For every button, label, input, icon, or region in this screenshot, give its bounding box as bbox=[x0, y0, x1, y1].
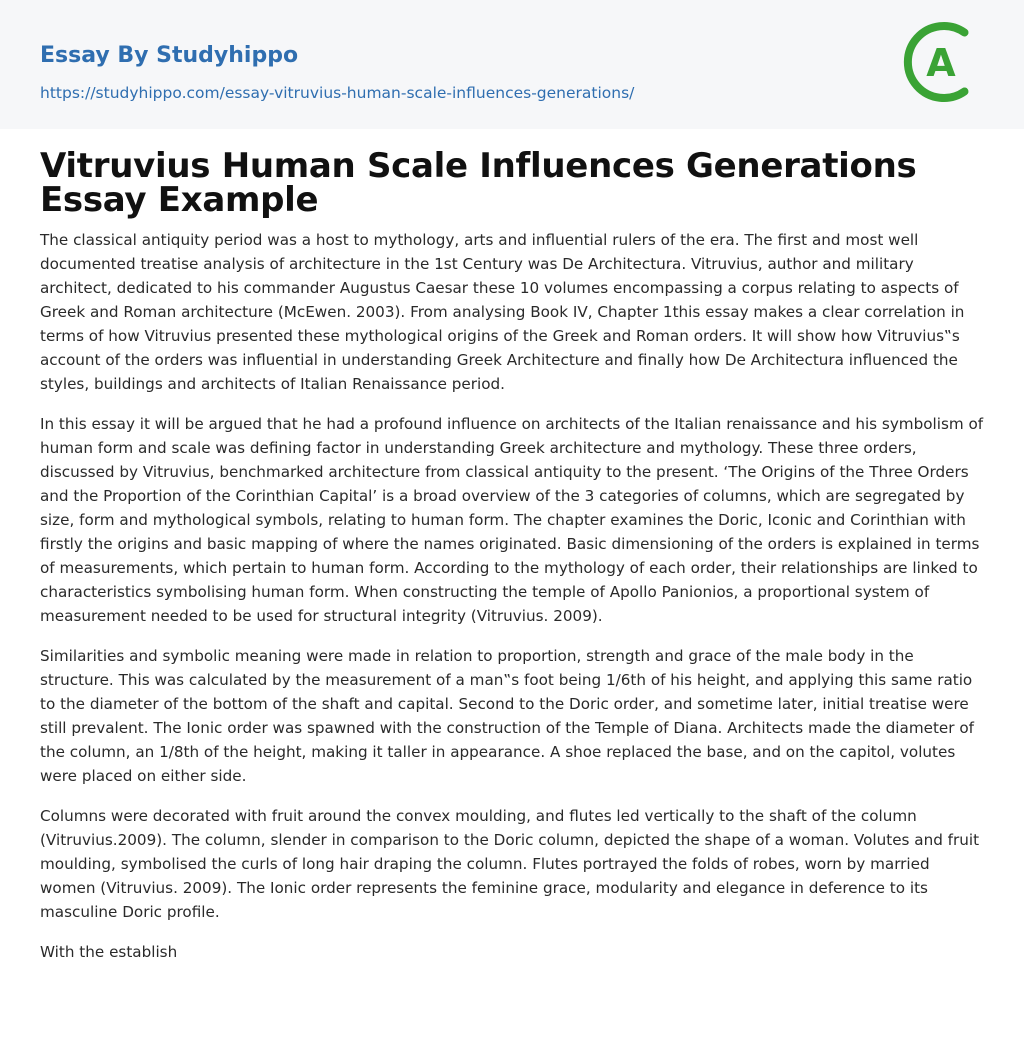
paragraph: Columns were decorated with fruit around the convex moulding, and flutes led vertically to the shaft of the column (Vitruvius.2009). The column, slender in comparison to the Doric column, depicted the shape of a woman. Volutes and fruit moulding, symbolised the curls of long hair draping the column. Flutes portrayed the folds of robes, worn by married women (Vitruvius. 2009). The Ionic order represents the feminine grace, modularity and elegance in deference to its masculine Doric profile. bbox=[40, 807, 980, 921]
site-brand[interactable]: Essay By Studyhippo bbox=[40, 43, 299, 68]
page-url-link[interactable]: https://studyhippo.com/essay-vitruvius-human-scale-influences-generations/ bbox=[40, 84, 635, 102]
paragraph: Similarities and symbolic meaning were made in relation to proportion, strength and grace of the male body in the structure. This was calculated by the measurement of a man‟s foot being 1/6th of his height, and applying this same ratio to the diameter of the bottom of the shaft and capital. Second to the Doric order, and sometime later, initial treatise were still prevalent. The Ionic order was spawned with the construction of the Temple of Diana. Architects made the diameter of the column, an 1/8th of the height, making it taller in appearance. A shoe replaced the base, and on the capitol, volutes were placed on either side. bbox=[40, 647, 974, 785]
studyhippo-logo-icon[interactable] bbox=[900, 19, 986, 105]
paragraph: With the establish bbox=[40, 943, 178, 961]
page-title: Vitruvius Human Scale Influences Generations Essay Example bbox=[40, 146, 917, 220]
article bbox=[0, 146, 1024, 964]
site-header bbox=[0, 0, 1024, 129]
paragraph: In this essay it will be argued that he had a profound influence on architects of the Italian renaissance and his symbolism of human form and scale was defining factor in understanding Greek architecture and mythology. These three orders, discussed by Vitruvius, benchmarked architecture from classical antiquity to the present. ‘The Origins of the Three Orders and the Proportion of the Corinthian Capital’ is a broad overview of the 3 categories of columns, which are segregated by size, form and mythological symbols, relating to human form. The chapter examines the Doric, Iconic and Corinthian with firstly the origins and basic mapping of where the names originated. Basic dimensioning of the orders is explained in terms of measurements, which pertain to human form. According to the mythology of each order, their relationships are linked to characteristics symbolising human form. When constructing the temple of Apollo Panionios, a proportional system of measurement needed to be used for structural integrity (Vitruvius. 2009). bbox=[40, 415, 984, 625]
logo-letter: A bbox=[926, 41, 956, 85]
paragraph: The classical antiquity period was a host to mythology, arts and influential rulers of the era. The first and most well documented treatise analysis of architecture in the 1st Century was De Architectura. Vitruvius, author and military architect, dedicated to his commander Augustus Caesar these 10 volumes encompassing a corpus relating to aspects of Greek and Roman architecture (McEwen. 2003). From analysing Book IV, Chapter 1this essay makes a clear correlation in terms of how Vitruvius presented these mythological origins of the Greek and Roman orders. It will show how Vitruvius‟s account of the orders was influential in understanding Greek Architecture and finally how De Architectura influenced the styles, buildings and architects of Italian Renaissance period. bbox=[40, 231, 965, 393]
